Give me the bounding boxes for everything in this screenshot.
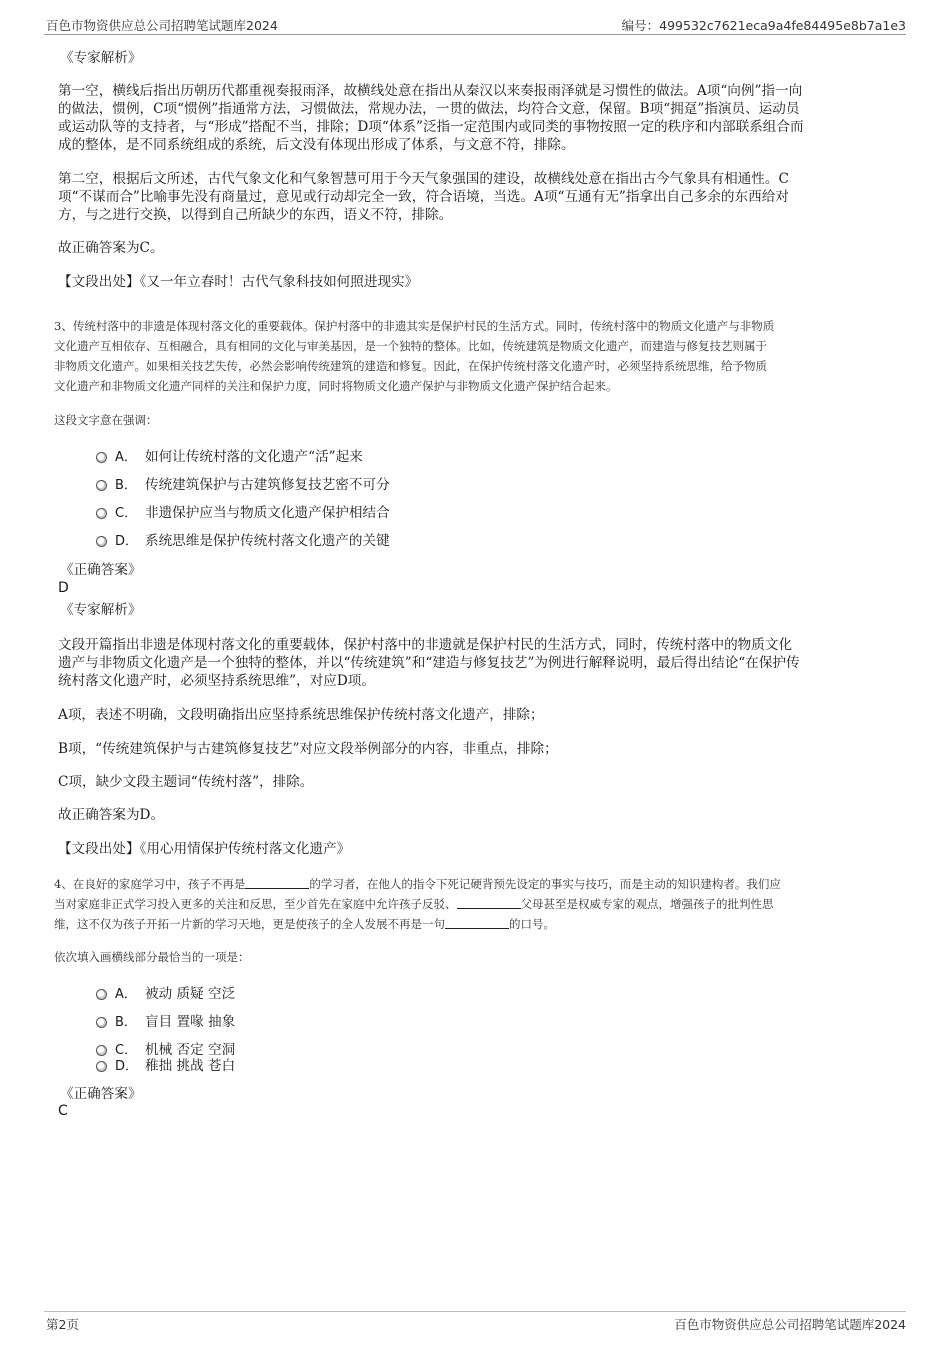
q3-option-c[interactable]: C． 非遗保护应当与物质文化遗产保护相结合: [96, 502, 390, 524]
q3-note-c: C项，缺少文段主题词“传统村落”，排除。: [58, 774, 314, 790]
radio-icon[interactable]: [96, 480, 107, 491]
q2-analysis-line: 项“不谋而合”比喻事先没有商量过，意见或行动却完全一致，符合语境，当选。A项“互通有无”指拿出自己多余的东西给对: [58, 189, 789, 205]
page-header: [44, 14, 906, 35]
q4-option-c[interactable]: C． 机械 否定 空洞: [96, 1039, 235, 1061]
q3-prompt: 这段文字意在强调：: [54, 413, 158, 427]
radio-icon[interactable]: [96, 1061, 107, 1072]
radio-icon[interactable]: [96, 452, 107, 463]
q4-option-b[interactable]: B． 盲目 置喙 抽象: [96, 1011, 235, 1033]
header-doc-id: 编号：499532c7621eca9a4fe84495e8b7a1e3: [621, 18, 906, 33]
q3-note-a: A项，表述不明确，文段明确指出应坚持系统思维保护传统村落文化遗产，排除；: [58, 707, 544, 723]
fill-blank: [445, 916, 509, 929]
q2-analysis-label: 《专家解析》: [60, 50, 142, 66]
q2-conclusion: 故正确答案为C。: [58, 240, 164, 256]
radio-icon[interactable]: [96, 508, 107, 519]
q3-stem-line: 文化遗产互相依存、互相融合，具有相同的文化与审美基因，是一个独特的整体。比如，传统建筑是物质文化遗产，而建造与修复技艺则属于: [54, 339, 767, 353]
radio-icon[interactable]: [96, 1017, 107, 1028]
q4-answer: C: [58, 1103, 68, 1119]
radio-icon[interactable]: [96, 536, 107, 547]
header-title: 百色市物资供应总公司招聘笔试题库2024: [46, 18, 278, 33]
q4-prompt: 依次填入画横线部分最恰当的一项是：: [54, 950, 250, 964]
q3-stem-line: 非物质文化遗产。如果相关技艺失传，必然会影响传统建筑的建造和修复。因此，在保护传统村落文化遗产时，必须坚持系统思维，给予物质: [54, 359, 767, 373]
q4-answer-label: 《正确答案》: [60, 1086, 142, 1102]
q2-analysis-line: 成的整体，是不同系统组成的系统，后文没有体现出形成了体系，与文意不符，排除。: [58, 137, 575, 153]
q3-analysis-line: 遗产与非物质文化遗产是一个独特的整体，并以“传统建筑”和“建造与修复技艺”为例进行解释说明，最后得出结论“在保护传: [58, 655, 800, 671]
fill-blank: [245, 876, 309, 889]
q4-stem-line: 当对家庭非正式学习投入更多的关注和反思，至少首先在家庭中允许孩子反驳、 父母甚至是权威专家的观点，增强孩子的批判性思: [54, 897, 774, 911]
q3-analysis-label: 《专家解析》: [60, 602, 142, 618]
q3-option-d[interactable]: D． 系统思维是保护传统村落文化遗产的关键: [96, 530, 390, 552]
q3-analysis-line: 文段开篇指出非遗是体现村落文化的重要载体，保护村落中的非遗就是保护村民的生活方式，同时，传统村落中的物质文化: [58, 637, 793, 653]
q2-analysis-line: 方，与之进行交换，以得到自己所缺少的东西，语义不符，排除。: [58, 207, 453, 223]
q3-stem-line: 3、传统村落中的非遗是体现村落文化的重要载体。保护村落中的非遗其实是保护村民的生活方式。同时，传统村落中的物质文化遗产与非物质: [54, 319, 775, 333]
q3-option-a[interactable]: A． 如何让传统村落的文化遗产“活”起来: [96, 446, 363, 468]
q4-stem-line: 维，这不仅为孩子开拓一片新的学习天地，更是使孩子的全人发展不再是一句 的口号。: [54, 917, 555, 931]
q2-analysis-line: 或运动队等的支持者，与“形成”搭配不当，排除；D项“体系”泛指一定范围内或同类的事物按照一定的秩序和内部联系组合而: [58, 119, 804, 135]
q2-analysis-line: 的做法，惯例，C项“惯例”指通常方法，习惯做法，常规办法，一贯的做法，均符合文意，保留。B项“拥趸”指演员、运动员: [58, 101, 800, 117]
q2-source: 【文段出处】《又一年立春时！古代气象科技如何照进现实》: [58, 274, 419, 290]
q2-analysis-line: 第二空，根据后文所述，古代气象文化和气象智慧可用于今天气象强国的建设，故横线处意在指出古今气象具有相通性。C: [58, 171, 789, 187]
q3-answer-label: 《正确答案》: [60, 562, 142, 578]
q3-source: 【文段出处】《用心用情保护传统村落文化遗产》: [58, 841, 351, 857]
page-footer: [44, 1311, 906, 1334]
q3-answer: D: [58, 580, 69, 596]
q3-analysis-line: 统村落文化遗产时，必须坚持系统思维”，对应D项。: [58, 673, 375, 689]
q3-stem-line: 文化遗产和非物质文化遗产同样的关注和保护力度，同时将物质文化遗产保护与非物质文化遗产保护结合起来。: [54, 379, 618, 393]
q4-option-d[interactable]: D． 稚拙 挑战 苍白: [96, 1055, 235, 1077]
q2-analysis-line: 第一空，横线后指出历朝历代都重视奏报雨泽，故横线处意在指出从秦汉以来奏报雨泽就是习惯性的做法。A项“向例”指一向: [58, 83, 803, 99]
page-number: 第2页: [46, 1317, 79, 1332]
q3-note-b: B项，“传统建筑保护与古建筑修复技艺”对应文段举例部分的内容，非重点，排除；: [58, 741, 558, 757]
footer-title: 百色市物资供应总公司招聘笔试题库2024: [674, 1317, 906, 1332]
q4-stem-line: 4、在良好的家庭学习中，孩子不再是 的学习者，在他人的指令下死记硬背预先设定的事实与技巧，而是主动的知识建构者。我们应: [54, 877, 781, 891]
fill-blank: [457, 896, 521, 909]
q3-conclusion: 故正确答案为D。: [58, 807, 165, 823]
radio-icon[interactable]: [96, 989, 107, 1000]
q3-option-b[interactable]: B． 传统建筑保护与古建筑修复技艺密不可分: [96, 474, 390, 496]
q4-option-a[interactable]: A． 被动 质疑 空泛: [96, 983, 235, 1005]
